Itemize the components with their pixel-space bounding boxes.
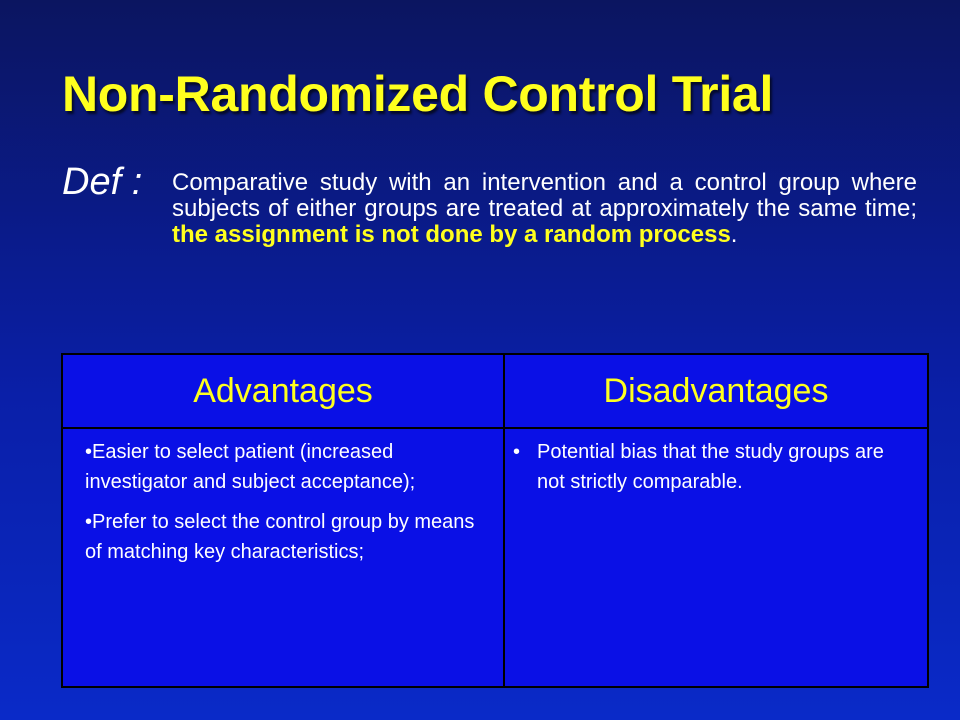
disadvantages-cell: [504, 428, 928, 687]
definition-label: Def :: [62, 161, 143, 203]
disadvantage-text: Potential bias that the study groups are not strictly comparable.: [537, 441, 884, 493]
slide-title: Non-Randomized Control Trial: [62, 66, 774, 122]
table-header-row: [62, 354, 928, 428]
comparison-table: [61, 353, 929, 688]
definition-text-plain: Comparative study with an intervention and a control group where subjects of either groups are treated at approximately the same time;: [172, 169, 917, 222]
disadvantages-header: Disadvantages: [504, 354, 928, 428]
disadvantage-item: [511, 437, 917, 497]
definition-text-highlight: the assignment is not done by a random process: [172, 221, 731, 248]
advantage-item: •Easier to select patient (increased investigator and subject acceptance);: [85, 441, 416, 493]
advantages-cell: [62, 428, 504, 687]
table-body-row: [62, 428, 928, 687]
advantage-item: •Prefer to select the control group by means of matching key characteristics;: [85, 511, 475, 563]
advantages-header: Advantages: [62, 354, 504, 428]
bullet-mark: •: [513, 441, 521, 463]
definition-text-end: .: [730, 221, 738, 248]
definition-text: [172, 170, 917, 248]
